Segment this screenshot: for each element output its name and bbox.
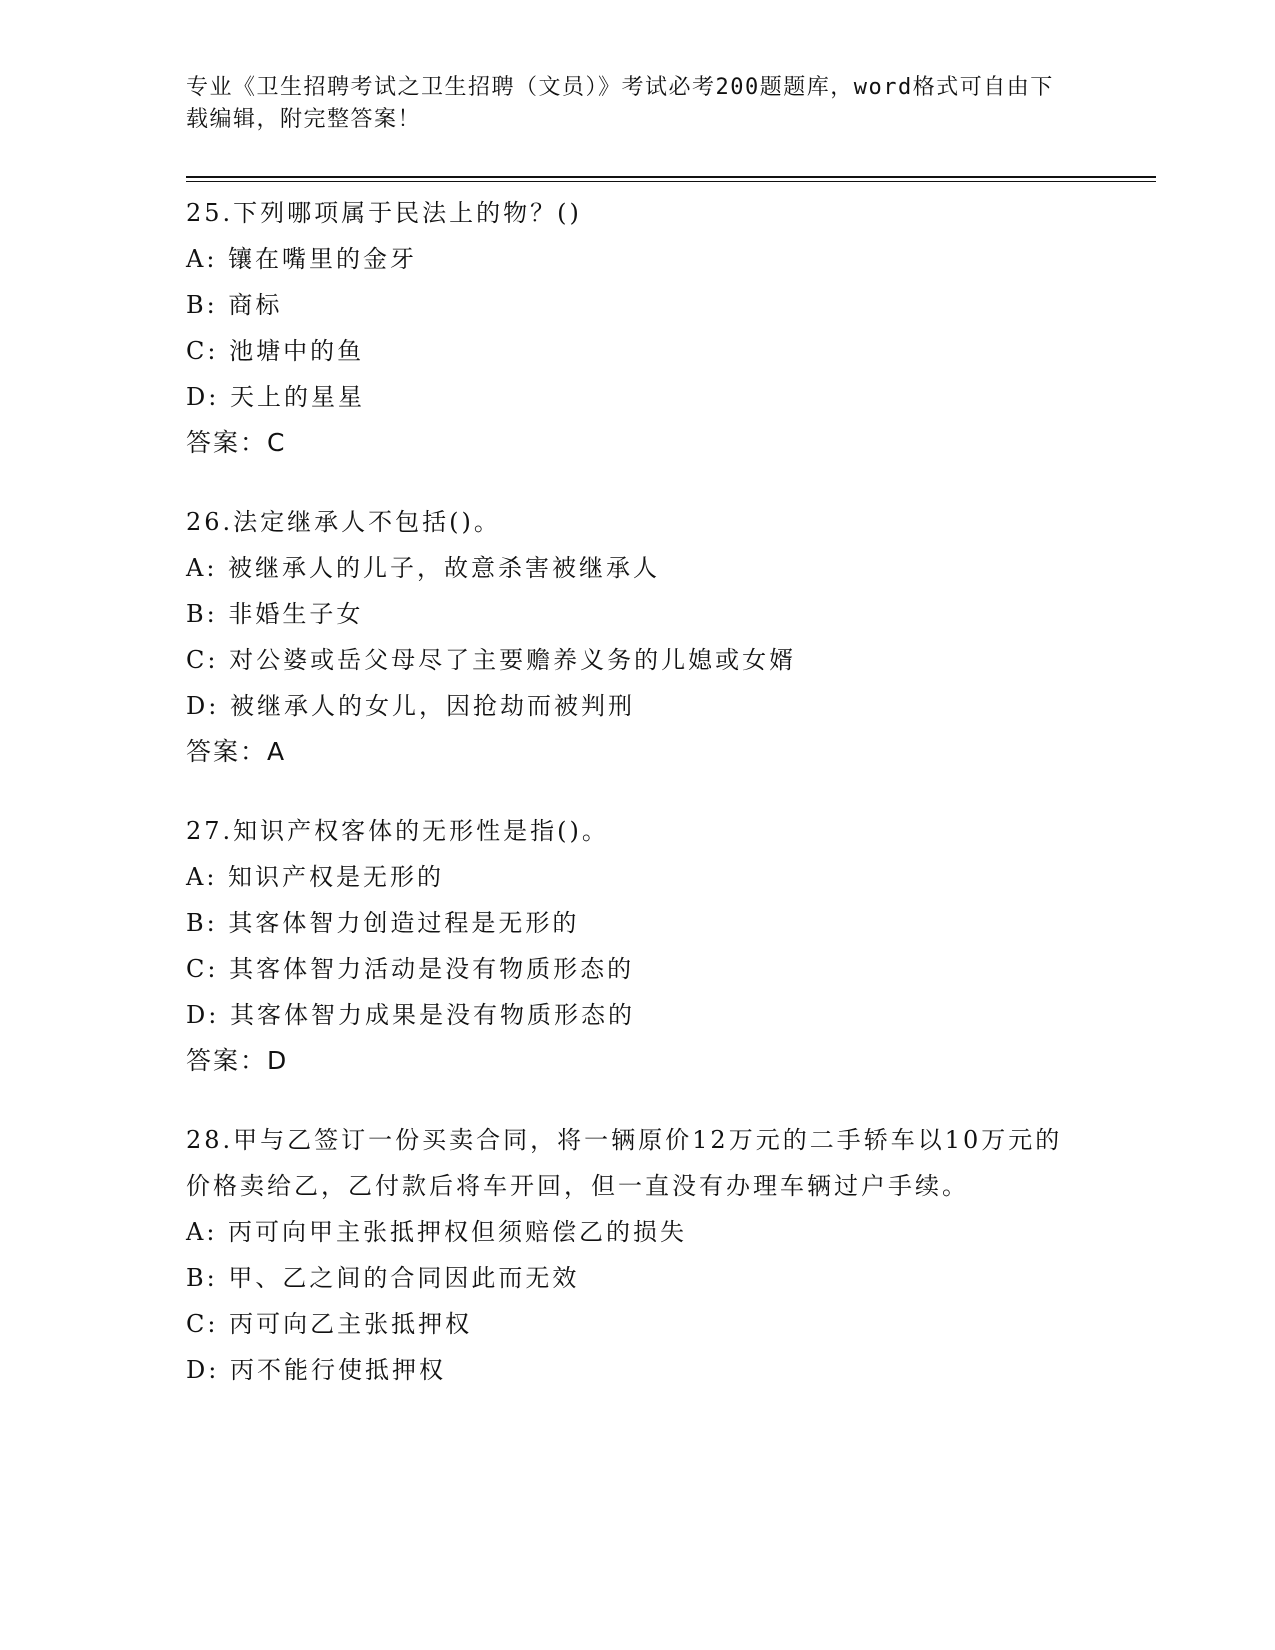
option-b: B: 其客体智力创造过程是无形的	[186, 909, 580, 937]
question-stem: 27.知识产权客体的无形性是指()。	[186, 817, 609, 845]
question-28	[186, 1117, 1086, 1393]
option-d: D: 被继承人的女儿，因抢劫而被判刑	[186, 692, 635, 720]
option-a: A: 镶在嘴里的金牙	[186, 245, 418, 273]
question-27	[186, 808, 1086, 1084]
question-list	[186, 190, 1086, 1426]
question-stem: 28.甲与乙签订一份买卖合同，将一辆原价12万元的二手轿车以10万元的价格卖给乙，乙付款后将车开回，但一直没有办理车辆过户手续。	[186, 1126, 1063, 1200]
option-c: C: 对公婆或岳父母尽了主要赡养义务的儿媳或女婿	[186, 646, 797, 674]
question-stem: 25.下列哪项属于民法上的物？()	[186, 199, 582, 227]
option-b: B: 非婚生子女	[186, 600, 364, 628]
question-26	[186, 499, 1086, 775]
question-stem: 26.法定继承人不包括()。	[186, 508, 501, 536]
option-b: B: 商标	[186, 291, 283, 319]
option-b: B: 甲、乙之间的合同因此而无效	[186, 1264, 580, 1292]
header-divider-thick	[186, 176, 1156, 178]
option-c: C: 池塘中的鱼	[186, 337, 365, 365]
option-d: D: 天上的星星	[186, 383, 365, 411]
answer-line: 答案：A	[186, 737, 287, 766]
answer-line: 答案：C	[186, 428, 287, 457]
option-a: A: 知识产权是无形的	[186, 863, 445, 891]
header-divider-thin	[186, 181, 1156, 182]
document-header: 专业《卫生招聘考试之卫生招聘（文员）》考试必考200题题库，word格式可自由下载编辑，附完整答案！	[186, 75, 1054, 132]
option-d: D: 其客体智力成果是没有物质形态的	[186, 1001, 635, 1029]
option-c: C: 丙可向乙主张抵押权	[186, 1310, 473, 1338]
option-c: C: 其客体智力活动是没有物质形态的	[186, 955, 635, 983]
option-d: D: 丙不能行使抵押权	[186, 1356, 446, 1384]
question-25	[186, 190, 1086, 466]
option-a: A: 丙可向甲主张抵押权但须赔偿乙的损失	[186, 1218, 688, 1246]
option-a: A: 被继承人的儿子，故意杀害被继承人	[186, 554, 661, 582]
answer-line: 答案：D	[186, 1046, 289, 1075]
